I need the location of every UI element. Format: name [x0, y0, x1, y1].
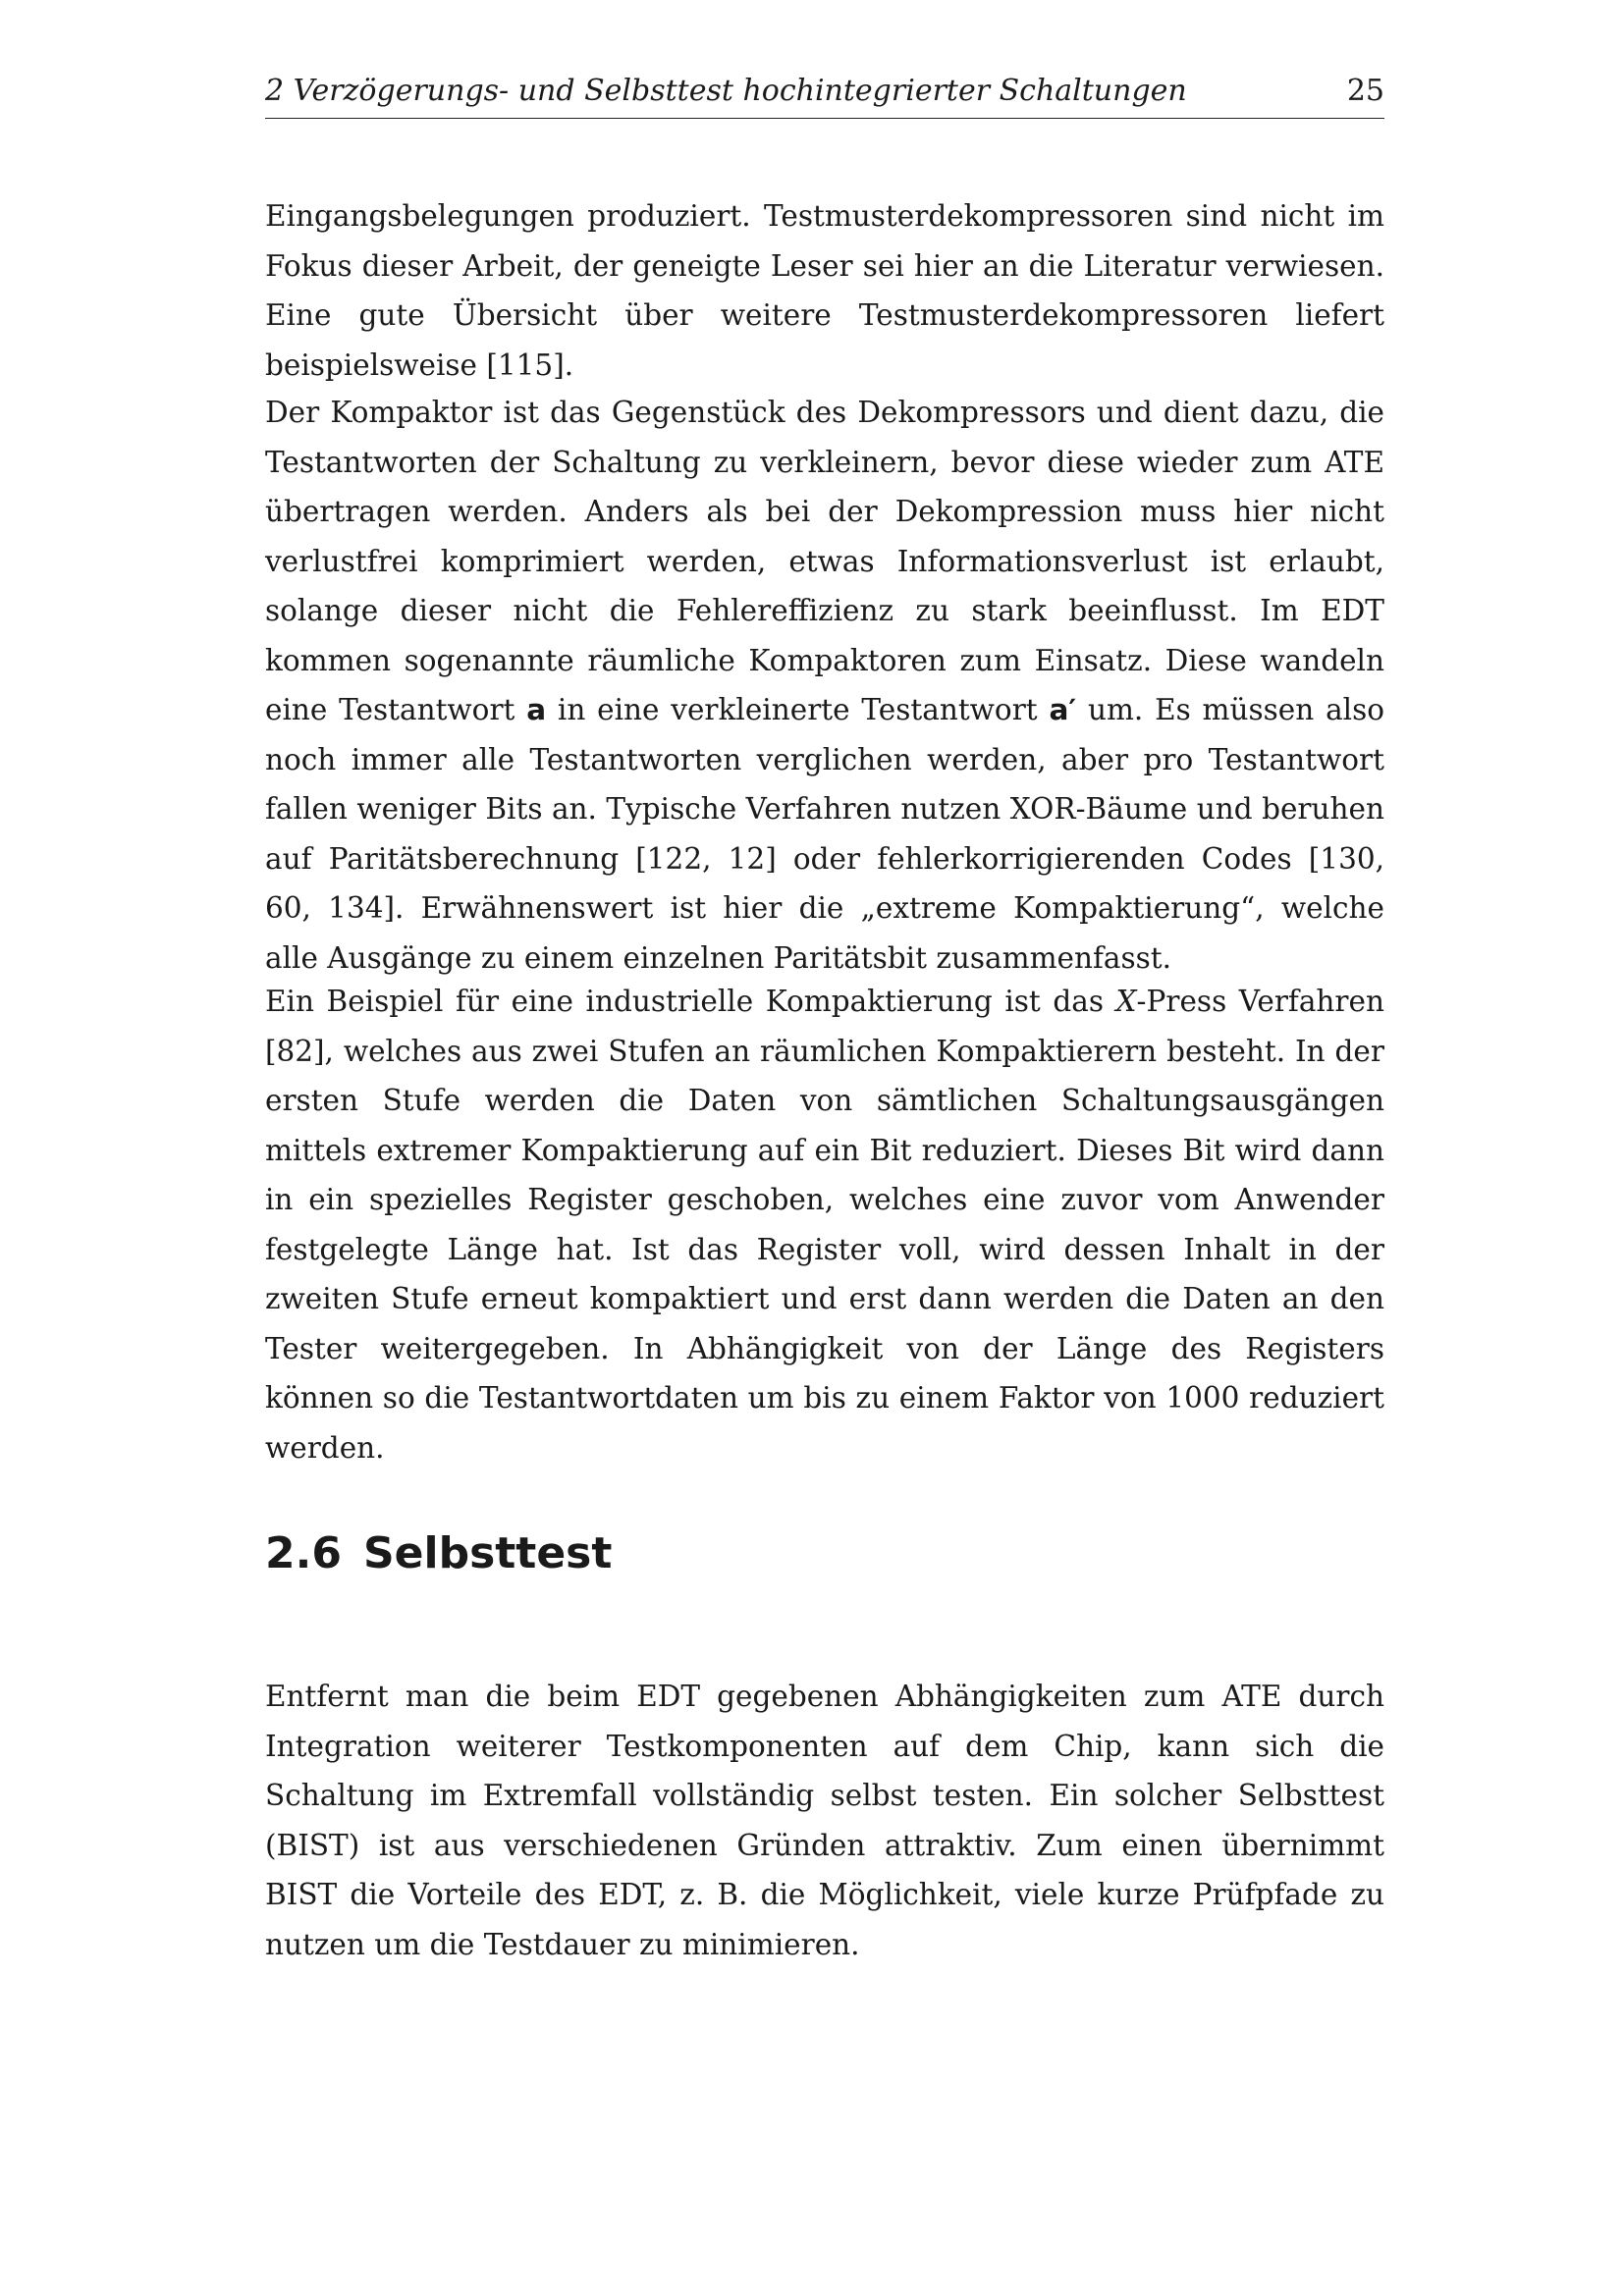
paragraph-2-part-c: um. Es müssen also noch immer alle Testantworten verglichen werden, aber pro Testantwort fallen weniger Bits an. Typische Verfahren nutzen XOR-Bäume und beruhen auf Paritätsberechnung [122, 12] oder fehlerkorrigierenden Codes [130, 60, 134]. Erwähnenswert ist hier die „extreme Kompaktierung“, welche alle Ausgänge zu einem einzelnen Paritätsbit zusammenfasst. [265, 693, 1384, 975]
x-symbol: X [1115, 985, 1137, 1018]
paragraph-3-part-b: -Press Verfahren [82], welches aus zwei Stufen an räumlichen Kompaktierern besteht. In der ersten Stufe werden die Daten von sämtlichen Schaltungsausgängen mittels extremer Kompaktierung auf ein Bit reduziert. Dieses Bit wird dann in ein spezielles Register geschoben, welches eine zuvor vom Anwender festgelegte Länge hat. Ist das Register voll, wird dessen Inhalt in der zweiten Stufe erneut kompaktiert und erst dann werden die Daten an den Tester weitergegeben. In Abhängigkeit von der Länge des Registers können so die Testantwortdaten um bis zu einem Faktor von 1000 reduziert werden. [265, 985, 1384, 1465]
paragraph-3-text [265, 977, 1384, 1472]
paragraph-3-part-a: Ein Beispiel für eine industrielle Kompaktierung ist das [265, 985, 1116, 1018]
paragraph-4 [265, 1672, 1384, 1969]
paragraph-2-part-a: Der Kompaktor ist das Gegenstück des Dekompressors und dient dazu, die Testantworten der Schaltung zu verkleinern, bevor diese wieder zum ATE übertragen werden. Anders als bei der Dekompression muss hier nicht verlustfrei komprimiert werden, etwas Informationsverlust ist erlaubt, solange dieser nicht die Fehlereffizienz zu stark beeinflusst. Im EDT kommen sogenannte räumliche Kompaktoren zum Einsatz. Diese wandeln eine Testantwort [265, 396, 1384, 726]
paragraph-2-text [265, 388, 1384, 983]
section-number: 2.6 [265, 1528, 342, 1578]
page-number: 25 [1346, 74, 1384, 108]
vector-a-prime-symbol: a′ [1049, 693, 1077, 726]
section-heading [265, 1526, 612, 1581]
paragraph-3 [265, 977, 1384, 1472]
paragraph-1 [265, 191, 1384, 390]
paragraph-1-text: Eingangsbelegungen produziert. Testmusterdekompressoren sind nicht im Fokus dieser Arbeit, der geneigte Leser sei hier an die Literatur verwiesen. Eine gute Übersicht über weitere Testmusterdekompressoren liefert beispielsweise [115]. [265, 199, 1384, 382]
running-header-title: 2 Verzögerungs- und Selbsttest hochintegrierter Schaltungen [265, 74, 1187, 108]
paragraph-2 [265, 388, 1384, 983]
paragraph-2-part-b: in eine verkleinerte Testantwort [546, 693, 1050, 726]
running-header [265, 73, 1384, 119]
section-title: Selbsttest [362, 1528, 613, 1578]
paragraph-4-text: Entfernt man die beim EDT gegebenen Abhängigkeiten zum ATE durch Integration weiterer Testkomponenten auf dem Chip, kann sich die Schaltung im Extremfall vollständig selbst testen. Ein solcher Selbsttest (BIST) ist aus verschiedenen Gründen attraktiv. Zum einen übernimmt BIST die Vorteile des EDT, z. B. die Möglichkeit, viele kurze Prüfpfade zu nutzen um die Testdauer zu minimieren. [265, 1680, 1384, 1961]
vector-a-symbol: a [526, 693, 547, 726]
